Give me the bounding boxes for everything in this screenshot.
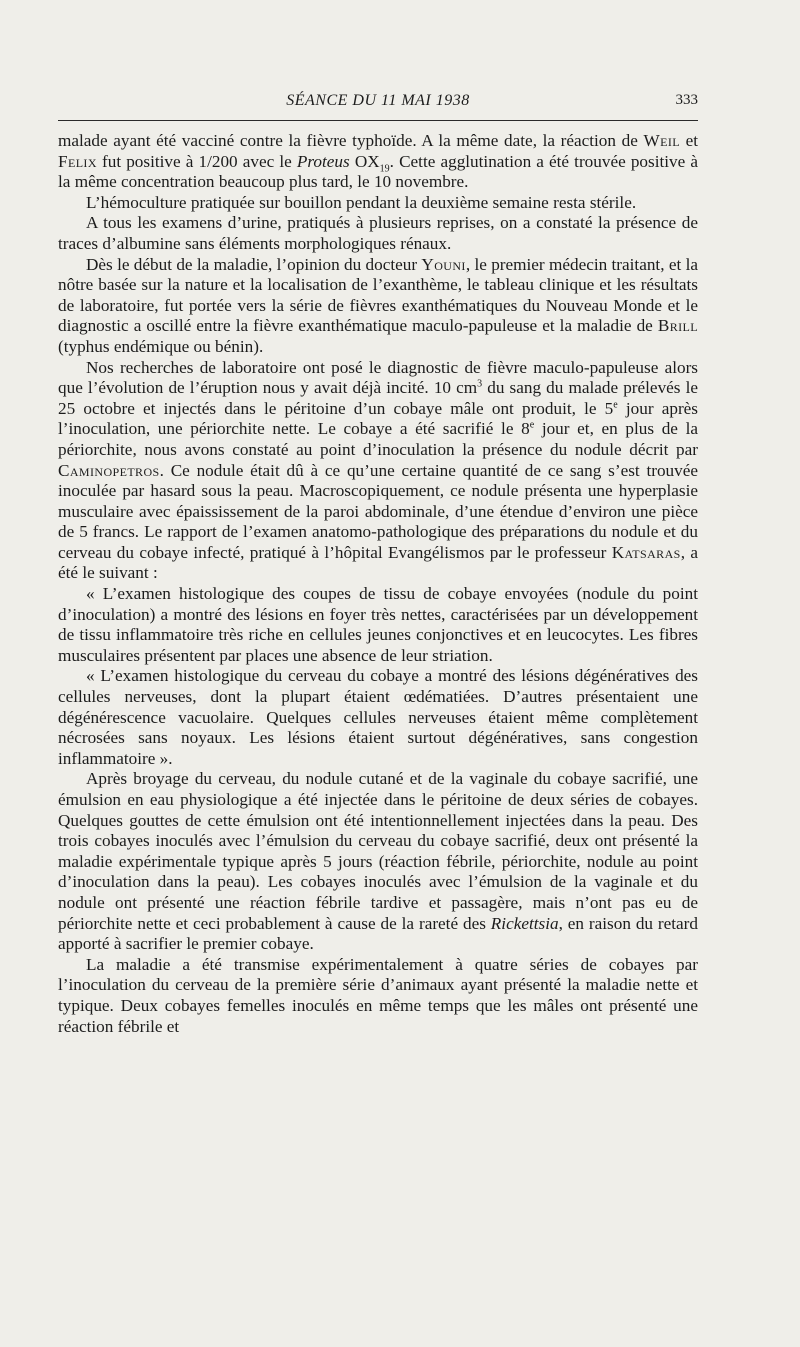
- paragraph-4: Dès le début de la maladie, l’opinion du docteur Youni, le premier médecin traitant, et la nôtre basée sur la nature et la localisation de l’exanthème, le tableau clinique et les résultats de laboratoire, fut portée vers la série de fièvres exanthématiques du Nouveau Monde et le diagnostic a oscillé entre la fièvre exanthématique maculo-papuleuse et la maladie de Brill (typhus endémique ou bénin).: [58, 254, 698, 356]
- page-number: 333: [675, 92, 698, 108]
- paragraph-1: malade ayant été vacciné contre la fièvre typhoïde. A la même date, la réaction de Weil et Felix fut positive à 1/200 avec le Proteus $OX_{19}$. Cette agglutination a été trouvée positive à la même concentration beaucoup plus tard, le 10 novembre.: [58, 131, 699, 192]
- superscript: e: [529, 419, 535, 431]
- paragraph-6: « L’examen histologique des coupes de tissu de cobaye envoyées (nodule du point d’inoculation) a montré des lésions en foyer très nettes, caractérisées par un développement de tissu inflammatoire très riche en cellules jeunes conjonctives et en leucocytes. Les fibres musculaires présentent par places une absence de leur striation.: [58, 584, 698, 665]
- author-name-weil: Weil: [643, 131, 680, 150]
- running-title: SÉANCE DU 11 MAI 1938: [286, 92, 470, 109]
- paragraph-9: La maladie a été transmise expérimentalement à quatre séries de cobayes par l’inoculation du cerveau de la première série d’animaux ayant présenté la maladie nette et typique. Deux cobayes femelles inoculés en même temps que les mâles ont présenté une réaction fébrile et: [58, 954, 698, 1036]
- paragraph-7: « L’examen histologique du cerveau du cobaye a montré des lésions dégénératives des cellules nerveuses, dont la plupart étaient œdématiées. D’autres présentaient une dégénérescence vacuolaire. Quelques cellules nerveuses étaient même complètement nécrosées sans noyaux. Les lésions étaient surtout dégénératives, sans congestion inflammatoire ».: [58, 666, 698, 768]
- paragraph-5: Nos recherches de laboratoire ont posé le diagnostic de fièvre maculo-papuleuse alors que l’évolution de l’éruption nous y avait déjà incité. 10 $cm^3$ du sang du malade prélevés le 25 octobre et injectés dans le péritoine d’un cobaye mâle ont produit, le 5e jour après l’inoculation, une périorchite nette. Le cobaye a été sacrifié le 8e jour et, en plus de la périorchite, nous avons constaté au point d’inoculation la présence du nodule décrit par Caminopetros. Ce nodule était dû à ce qu’une certaine quantité de ce sang s’est trouvée inoculée par hasard sous la peau. Macroscopiquement, ce nodule présenta une hyperplasie musculaire avec épaississement de la paroi abdominale, d’une étendue d’environ une pièce de 5 francs. Le rapport de l’examen anatomo-pathologique des préparations du nodule et du cerveau du cobaye infecté, pratiqué à l’hôpital Evangélismos par le professeur Katsaras, a été le suivant :: [58, 357, 698, 583]
- author-name-caminopetros: Caminopetros: [58, 460, 160, 480]
- paragraph-2: L’hémoculture pratiquée sur bouillon pendant la deuxième semaine resta stérile.: [86, 192, 637, 212]
- superscript: 3: [477, 378, 483, 390]
- genus-name-rickettsia: Rickettsia: [490, 913, 559, 933]
- author-name-katsaras: Katsaras: [611, 542, 681, 562]
- author-name-brill: Brill: [657, 316, 698, 336]
- main-text: [58, 131, 698, 1037]
- subscript: 19: [379, 163, 390, 175]
- author-name-youni: Youni: [421, 254, 466, 274]
- author-name-felix: Felix: [58, 151, 97, 171]
- superscript: e: [613, 398, 618, 410]
- page-header: [58, 92, 698, 116]
- paragraph-8: Après broyage du cerveau, du nodule cutané et de la vaginale du cobaye sacrifié, une émulsion en eau physiologique a été injectée dans le péritoine de deux séries de cobayes. Quelques gouttes de cette émulsion ont été intentionnellement injectées dans la peau. Des trois cobayes inoculés avec l’émulsion du cerveau du cobaye sacrifié, deux ont présenté la maladie expérimentale typique après 5 jours (réaction fébrile, périorchite, nodule au point d’inoculation dans la peau). Les cobayes inoculés avec l’émulsion de la vaginale et du nodule ont présenté une réaction fébrile tardive et passagère, mais n’ont pas eu de périorchite nette et ceci probablement à cause de la rareté des Rickettsia, en raison du retard apporté à sacrifier le premier cobaye.: [58, 769, 698, 954]
- header-rule: [58, 120, 698, 121]
- paragraph-3: A tous les examens d’urine, pratiqués à plusieurs reprises, on a constaté la présence de traces d’albumine sans éléments morphologiques rénaux.: [58, 213, 698, 253]
- species-name-proteus: Proteus: [296, 151, 350, 171]
